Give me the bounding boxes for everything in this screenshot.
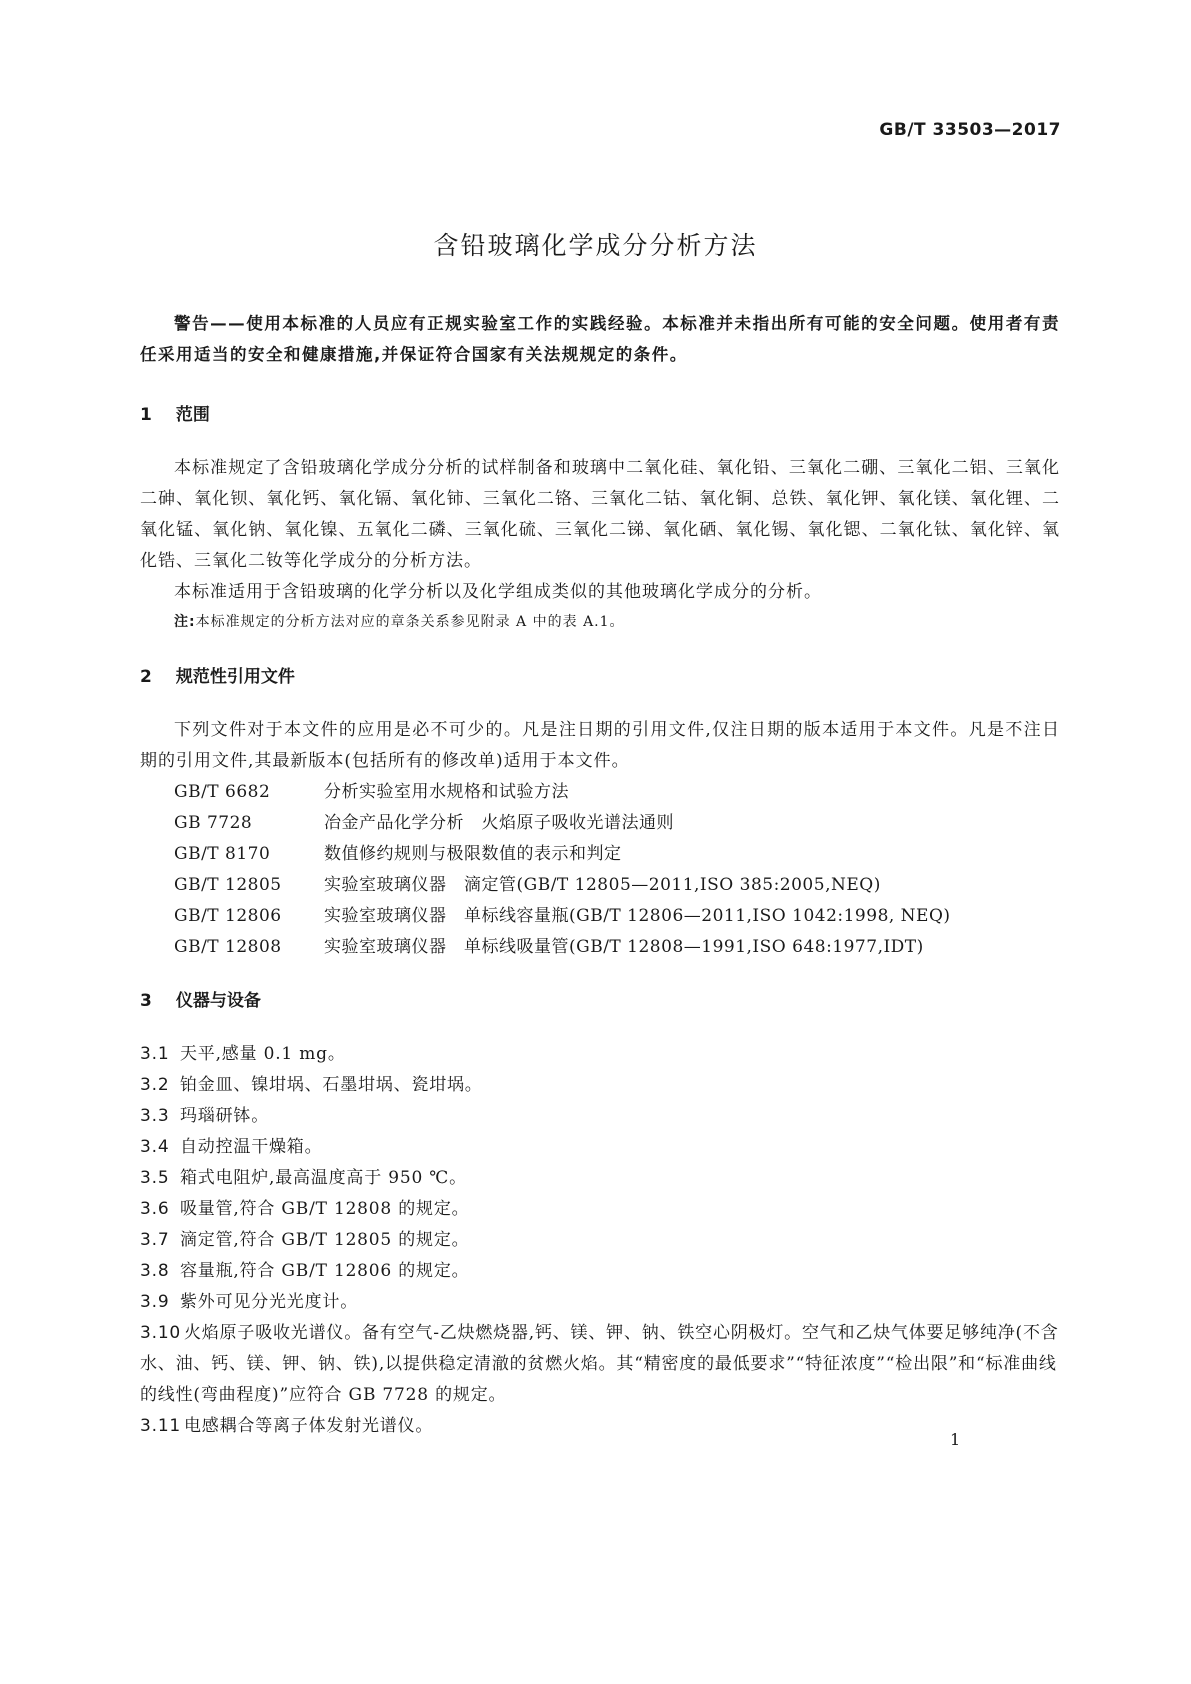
reference-title: 实验室玻璃仪器 单标线吸量管(GB/T 12808—1991,ISO 648:1977,IDT) — [324, 937, 924, 957]
section-2-body — [140, 715, 1060, 963]
reference-code: GB/T 8170 — [174, 844, 271, 864]
reference-code: GB 7728 — [174, 813, 253, 833]
section-3-body — [140, 1039, 1060, 1442]
item-number: 3.9 — [140, 1292, 170, 1312]
section-3-title: 仪器与设备 — [175, 991, 261, 1011]
reference-code: GB/T 12805 — [174, 875, 282, 895]
item-number: 3.1 — [140, 1044, 170, 1064]
section-1-title: 范围 — [175, 405, 210, 425]
section-2-title: 规范性引用文件 — [175, 667, 295, 687]
section-2-heading — [140, 662, 295, 687]
equipment-item — [140, 1039, 1060, 1070]
reference-list — [140, 777, 1060, 963]
equipment-item — [140, 1194, 1060, 1225]
item-text: 火焰原子吸收光谱仪。备有空气-乙炔燃烧器,钙、镁、钾、钠、铁空心阴极灯。空气和乙炔气体要足够纯净(不含水、油、钙、镁、钾、钠、铁),以提供稳定清澈的贫燃火焰。其“精密度的最低要求”“特征浓度”“检出限”和“标准曲线的线性(弯曲程度)”应符合 GB 7728 的规定。 — [140, 1323, 1059, 1405]
section-2-number: 2 — [140, 667, 152, 687]
item-text: 自动控温干燥箱。 — [180, 1137, 323, 1157]
equipment-item — [140, 1132, 1060, 1163]
equipment-item — [140, 1411, 1060, 1442]
equipment-item — [140, 1225, 1060, 1256]
equipment-item — [140, 1287, 1060, 1318]
reference-code: GB/T 6682 — [174, 782, 271, 802]
references-intro: 下列文件对于本文件的应用是必不可少的。凡是注日期的引用文件,仅注日期的版本适用于本文件。凡是不注日期的引用文件,其最新版本(包括所有的修改单)适用于本文件。 — [140, 720, 1060, 771]
equipment-item — [140, 1163, 1060, 1194]
reference-item — [174, 932, 1060, 963]
reference-code: GB/T 12806 — [174, 906, 282, 926]
section-1-number: 1 — [140, 405, 152, 425]
item-text: 箱式电阻炉,最高温度高于 950 ℃。 — [180, 1168, 467, 1188]
reference-item — [174, 808, 1060, 839]
reference-item — [174, 839, 1060, 870]
item-text: 容量瓶,符合 GB/T 12806 的规定。 — [180, 1261, 470, 1281]
item-number: 3.11 — [140, 1416, 182, 1436]
scope-paragraph-2: 本标准适用于含铅玻璃的化学分析以及化学组成类似的其他玻璃化学成分的分析。 — [174, 582, 822, 602]
reference-title: 分析实验室用水规格和试验方法 — [324, 782, 569, 802]
section-1-heading — [140, 400, 210, 425]
equipment-item — [140, 1256, 1060, 1287]
scope-paragraph-1: 本标准规定了含铅玻璃化学成分分析的试样制备和玻璃中二氧化硅、氧化铅、三氧化二硼、三氧化二铝、三氧化二砷、氧化钡、氧化钙、氧化镉、氧化铈、三氧化二铬、三氧化二钴、氧化铜、总铁、氧化钾、氧化镁、氧化锂、二氧化锰、氧化钠、氧化镍、五氧化二磷、三氧化硫、三氧化二锑、氧化硒、氧化锡、氧化锶、二氧化钛、氧化锌、氧化锆、三氧化二钕等化学成分的分析方法。 — [140, 458, 1060, 571]
item-text: 紫外可见分光光度计。 — [180, 1292, 358, 1312]
reference-title: 冶金产品化学分析 火焰原子吸收光谱法通则 — [324, 813, 674, 833]
reference-item — [174, 777, 1060, 808]
note-label: 注: — [174, 614, 196, 630]
item-number: 3.10 — [140, 1323, 182, 1343]
item-number: 3.3 — [140, 1106, 170, 1126]
item-number: 3.4 — [140, 1137, 170, 1157]
item-number: 3.6 — [140, 1199, 170, 1219]
item-number: 3.2 — [140, 1075, 170, 1095]
equipment-item — [140, 1101, 1060, 1132]
item-number: 3.7 — [140, 1230, 170, 1250]
item-text: 铂金皿、镍坩埚、石墨坩埚、瓷坩埚。 — [180, 1075, 483, 1095]
warning-block — [140, 308, 1060, 370]
item-number: 3.5 — [140, 1168, 170, 1188]
item-text: 天平,感量 0.1 mg。 — [180, 1044, 346, 1064]
section-1-body — [140, 453, 1060, 636]
item-text: 电感耦合等离子体发射光谱仪。 — [184, 1416, 434, 1436]
equipment-item — [140, 1070, 1060, 1101]
reference-title: 数值修约规则与极限数值的表示和判定 — [324, 844, 622, 864]
item-text: 吸量管,符合 GB/T 12808 的规定。 — [180, 1199, 470, 1219]
standard-code: GB/T 33503—2017 — [879, 120, 1061, 140]
item-number: 3.8 — [140, 1261, 170, 1281]
reference-title: 实验室玻璃仪器 滴定管(GB/T 12805—2011,ISO 385:2005,NEQ) — [324, 875, 881, 895]
reference-item — [174, 870, 1060, 901]
scope-note — [174, 608, 1060, 636]
section-3-heading — [140, 986, 261, 1011]
section-3-number: 3 — [140, 991, 152, 1011]
item-text: 滴定管,符合 GB/T 12805 的规定。 — [180, 1230, 470, 1250]
item-text: 玛瑙研钵。 — [180, 1106, 269, 1126]
reference-code: GB/T 12808 — [174, 937, 282, 957]
note-text: 本标准规定的分析方法对应的章条关系参见附录 A 中的表 A.1。 — [195, 614, 625, 630]
warning-text: 警告——使用本标准的人员应有正规实验室工作的实践经验。本标准并未指出所有可能的安全问题。使用者有责任采用适当的安全和健康措施,并保证符合国家有关法规规定的条件。 — [140, 314, 1060, 364]
equipment-item — [140, 1318, 1060, 1411]
document-title: 含铅玻璃化学成分分析方法 — [433, 231, 758, 260]
reference-item — [174, 901, 1060, 932]
page-number: 1 — [950, 1430, 961, 1449]
reference-title: 实验室玻璃仪器 单标线容量瓶(GB/T 12806—2011,ISO 1042:1998, NEQ) — [324, 906, 951, 926]
